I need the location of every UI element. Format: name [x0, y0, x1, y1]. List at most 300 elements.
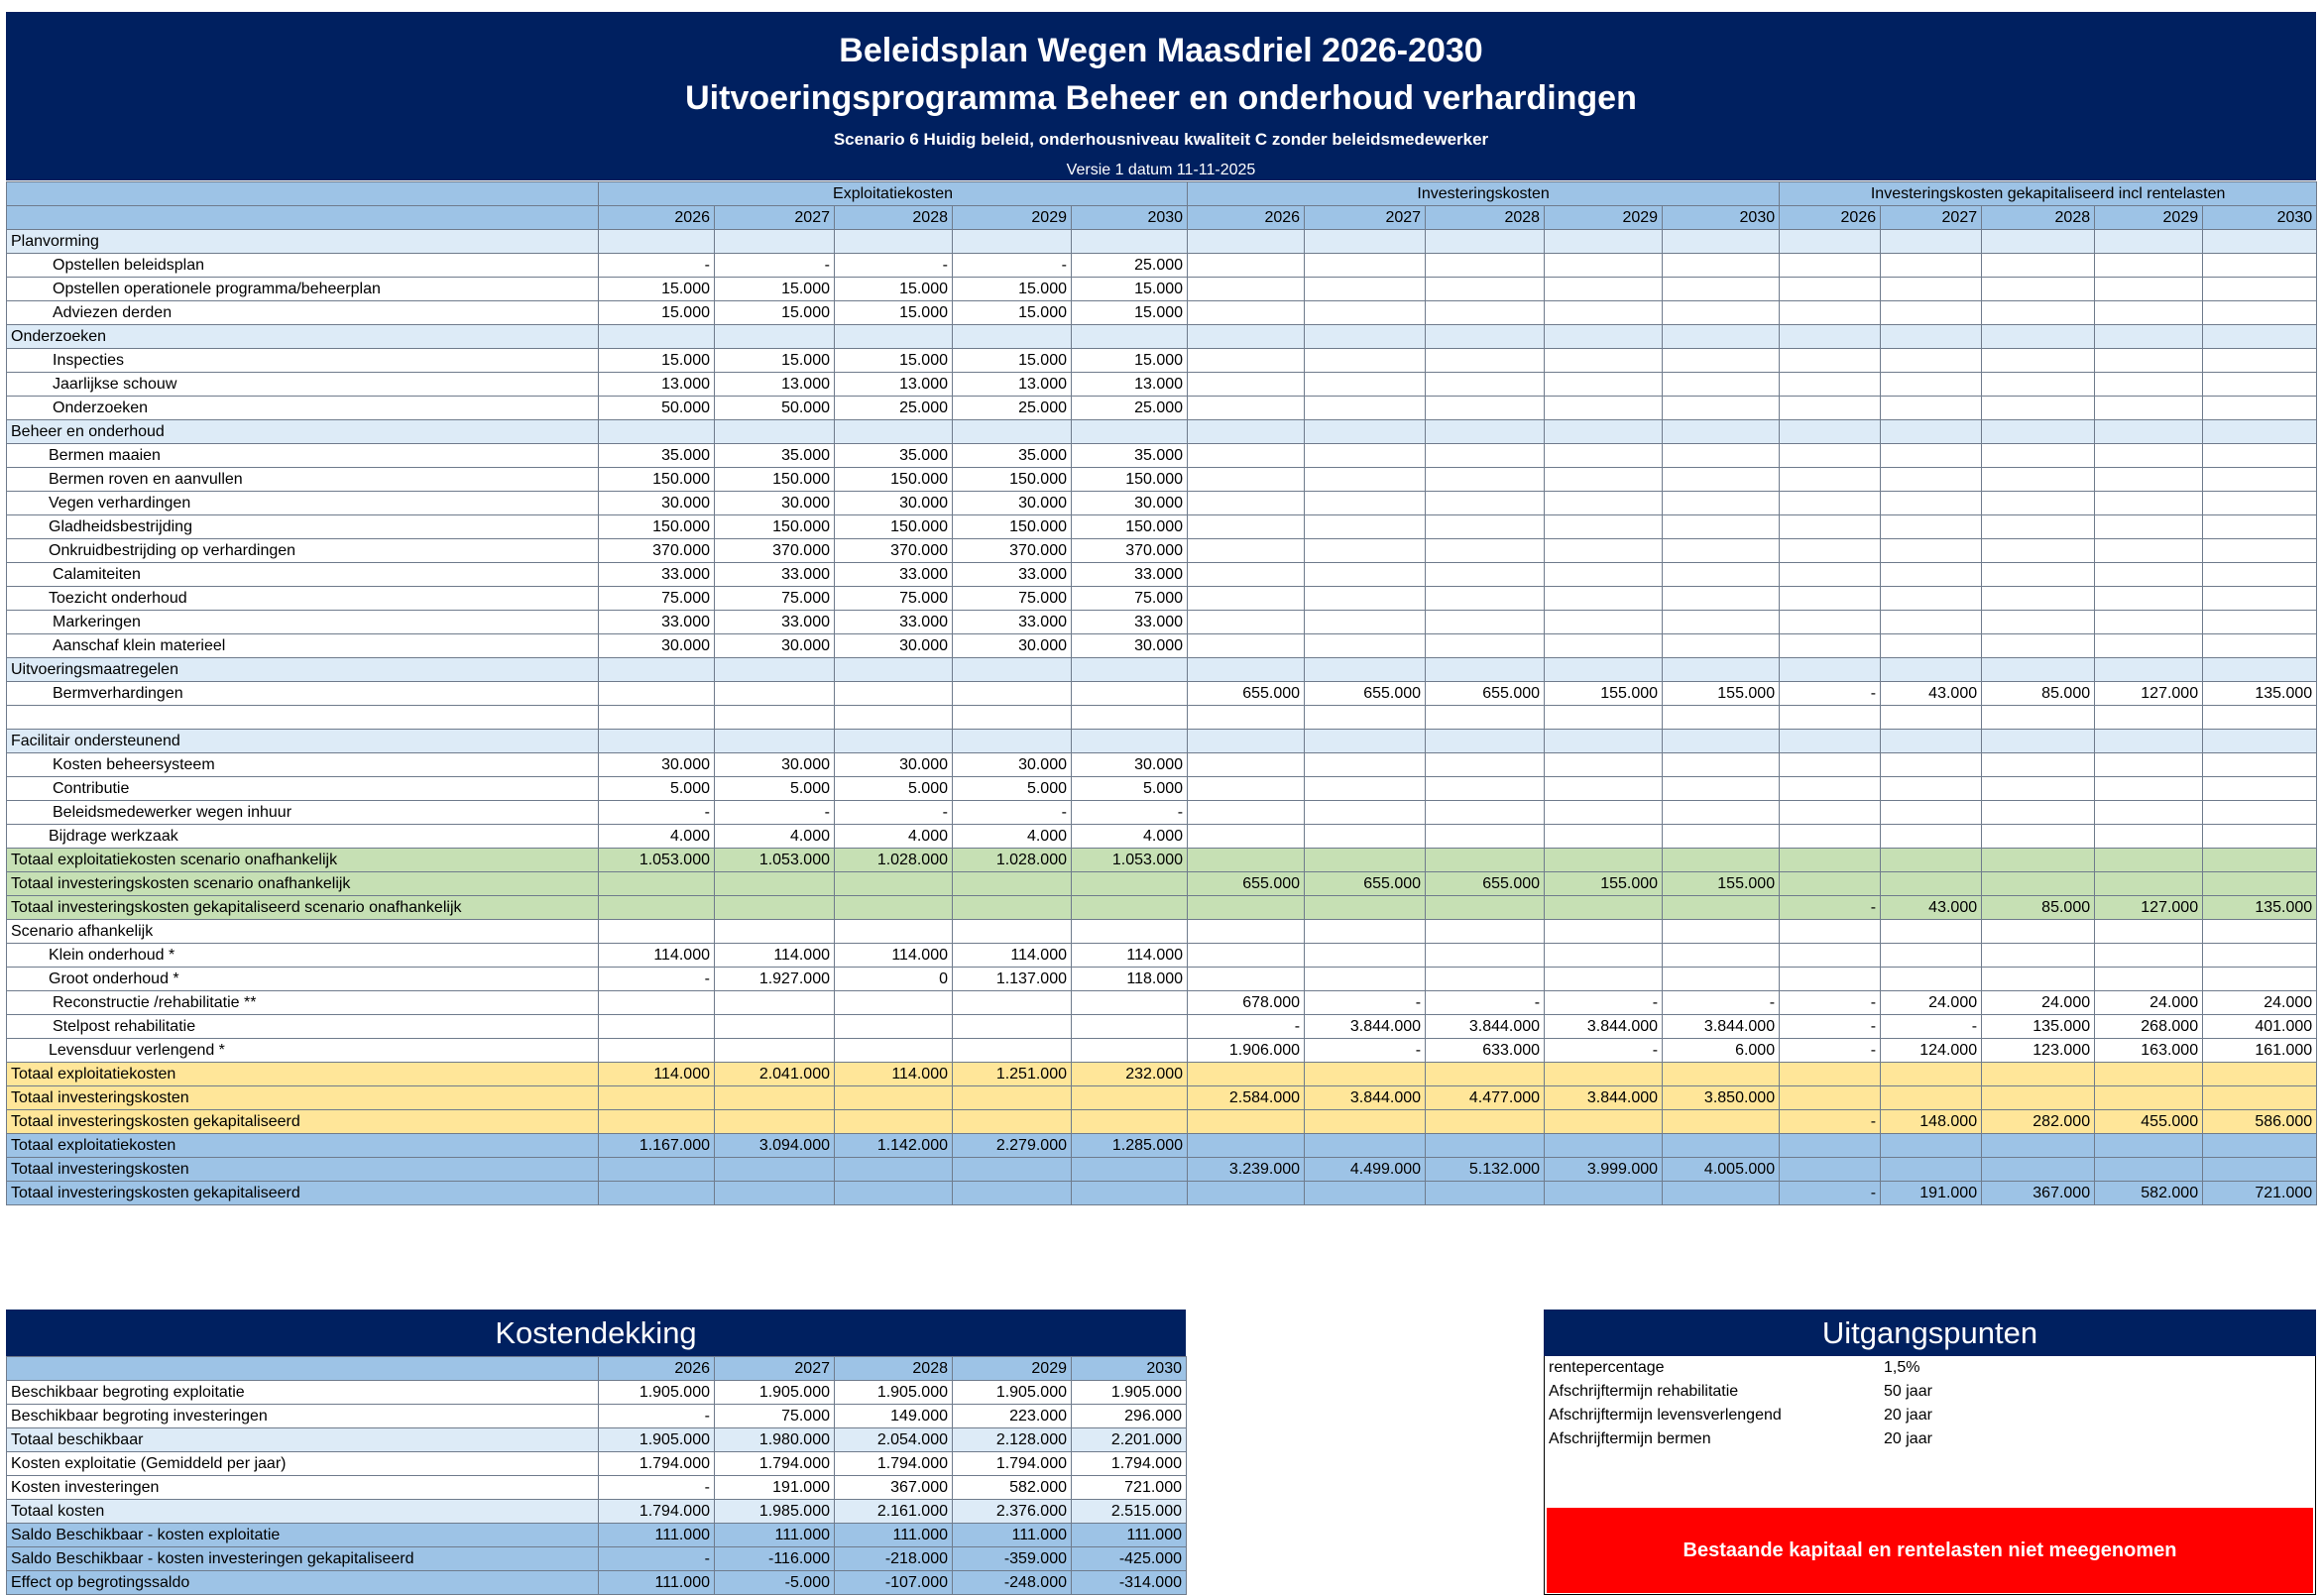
value-cell[interactable]	[835, 230, 953, 254]
value-cell[interactable]	[599, 872, 715, 896]
value-cell[interactable]	[1780, 539, 1881, 563]
value-cell[interactable]	[1072, 1158, 1188, 1182]
value-cell[interactable]: 127.000	[2095, 682, 2203, 706]
value-cell[interactable]	[2095, 468, 2203, 492]
value-cell[interactable]	[2203, 634, 2317, 658]
value-cell[interactable]	[1426, 920, 1545, 944]
value-cell[interactable]	[599, 991, 715, 1015]
value-cell[interactable]	[1305, 492, 1426, 515]
value-cell[interactable]	[2203, 1063, 2317, 1086]
value-cell[interactable]	[1881, 730, 1982, 753]
value-cell[interactable]	[1780, 944, 1881, 968]
value-cell[interactable]: 1.905.000	[953, 1381, 1072, 1405]
value-cell[interactable]	[1982, 397, 2095, 420]
value-cell[interactable]	[1545, 301, 1663, 325]
value-cell[interactable]	[1188, 730, 1305, 753]
value-cell[interactable]: 75.000	[1072, 587, 1188, 611]
value-cell[interactable]	[1188, 349, 1305, 373]
value-cell[interactable]	[1305, 611, 1426, 634]
value-cell[interactable]	[2095, 634, 2203, 658]
value-cell[interactable]	[1663, 563, 1780, 587]
value-cell[interactable]: 150.000	[835, 468, 953, 492]
value-cell[interactable]: 370.000	[953, 539, 1072, 563]
value-cell[interactable]	[2095, 397, 2203, 420]
value-cell[interactable]	[715, 230, 835, 254]
value-cell[interactable]: 30.000	[599, 753, 715, 777]
value-cell[interactable]	[1663, 278, 1780, 301]
value-cell[interactable]: 50.000	[715, 397, 835, 420]
value-cell[interactable]	[1663, 849, 1780, 872]
value-cell[interactable]	[1305, 420, 1426, 444]
value-cell[interactable]	[1188, 397, 1305, 420]
value-cell[interactable]: 655.000	[1305, 872, 1426, 896]
value-cell[interactable]	[1188, 444, 1305, 468]
value-cell[interactable]: 2.279.000	[953, 1134, 1072, 1158]
value-cell[interactable]: 24.000	[2095, 991, 2203, 1015]
value-cell[interactable]	[835, 1182, 953, 1205]
value-cell[interactable]	[1188, 944, 1305, 968]
year-header-cell[interactable]: 2029	[953, 206, 1072, 230]
value-cell[interactable]	[1982, 468, 2095, 492]
year-header-cell[interactable]: 2028	[835, 206, 953, 230]
value-cell[interactable]	[2095, 254, 2203, 278]
value-cell[interactable]: 15.000	[1072, 278, 1188, 301]
value-cell[interactable]	[1188, 563, 1305, 587]
value-cell[interactable]: 655.000	[1188, 872, 1305, 896]
header-blank-cell[interactable]	[7, 206, 599, 230]
value-cell[interactable]	[2203, 468, 2317, 492]
value-cell[interactable]	[1072, 991, 1188, 1015]
value-cell[interactable]	[2203, 301, 2317, 325]
value-cell[interactable]: 3.844.000	[1426, 1015, 1545, 1039]
value-cell[interactable]	[2203, 825, 2317, 849]
value-cell[interactable]	[1663, 325, 1780, 349]
value-cell[interactable]	[2095, 1158, 2203, 1182]
value-cell[interactable]	[1982, 777, 2095, 801]
value-cell[interactable]: 5.000	[1072, 777, 1188, 801]
value-cell[interactable]	[1780, 587, 1881, 611]
row-label-cell[interactable]: Opstellen beleidsplan	[7, 254, 599, 278]
value-cell[interactable]	[1780, 801, 1881, 825]
value-cell[interactable]	[1188, 515, 1305, 539]
value-cell[interactable]	[1188, 1110, 1305, 1134]
value-cell[interactable]: 5.132.000	[1426, 1158, 1545, 1182]
value-cell[interactable]	[1426, 777, 1545, 801]
value-cell[interactable]: 370.000	[835, 539, 953, 563]
value-cell[interactable]: 111.000	[599, 1571, 715, 1595]
value-cell[interactable]: -	[835, 801, 953, 825]
value-cell[interactable]: 30.000	[599, 492, 715, 515]
value-cell[interactable]	[1072, 682, 1188, 706]
value-cell[interactable]	[835, 1110, 953, 1134]
value-cell[interactable]	[1426, 254, 1545, 278]
value-cell[interactable]	[1305, 1063, 1426, 1086]
value-cell[interactable]	[715, 730, 835, 753]
value-cell[interactable]	[1545, 420, 1663, 444]
value-cell[interactable]	[2203, 1086, 2317, 1110]
value-cell[interactable]	[1663, 968, 1780, 991]
value-cell[interactable]: 85.000	[1982, 896, 2095, 920]
value-cell[interactable]	[835, 1039, 953, 1063]
value-cell[interactable]	[953, 730, 1072, 753]
value-cell[interactable]: 5.000	[715, 777, 835, 801]
row-label-cell[interactable]: Onderzoeken	[7, 325, 599, 349]
value-cell[interactable]	[1545, 1063, 1663, 1086]
value-cell[interactable]	[1305, 373, 1426, 397]
value-cell[interactable]	[2203, 968, 2317, 991]
value-cell[interactable]	[599, 658, 715, 682]
row-label-cell[interactable]: Klein onderhoud *	[7, 944, 599, 968]
value-cell[interactable]: 75.000	[715, 1405, 835, 1428]
value-cell[interactable]: 2.161.000	[835, 1500, 953, 1524]
row-label-cell[interactable]: Totaal investeringskosten scenario onafhankelijk	[7, 872, 599, 896]
header-blank-cell[interactable]	[7, 1357, 599, 1381]
row-label-cell[interactable]: Totaal investeringskosten gekapitaliseerd scenario onafhankelijk	[7, 896, 599, 920]
value-cell[interactable]: 582.000	[953, 1476, 1072, 1500]
value-cell[interactable]: 1.906.000	[1188, 1039, 1305, 1063]
value-cell[interactable]	[1881, 420, 1982, 444]
value-cell[interactable]: -	[953, 254, 1072, 278]
value-cell[interactable]: -	[1426, 991, 1545, 1015]
value-cell[interactable]	[715, 920, 835, 944]
value-cell[interactable]	[1663, 753, 1780, 777]
value-cell[interactable]: 127.000	[2095, 896, 2203, 920]
value-cell[interactable]	[1881, 658, 1982, 682]
value-cell[interactable]	[1780, 254, 1881, 278]
value-cell[interactable]	[1072, 1086, 1188, 1110]
value-cell[interactable]: -5.000	[715, 1571, 835, 1595]
value-cell[interactable]	[2095, 777, 2203, 801]
value-cell[interactable]	[1780, 563, 1881, 587]
value-cell[interactable]: -	[1305, 1039, 1426, 1063]
value-cell[interactable]	[953, 658, 1072, 682]
value-cell[interactable]	[1305, 706, 1426, 730]
value-cell[interactable]	[1982, 706, 2095, 730]
value-cell[interactable]: 3.844.000	[1305, 1086, 1426, 1110]
value-cell[interactable]	[1881, 397, 1982, 420]
value-cell[interactable]	[1881, 373, 1982, 397]
value-cell[interactable]: 155.000	[1545, 872, 1663, 896]
value-cell[interactable]	[1663, 1110, 1780, 1134]
value-cell[interactable]: 33.000	[715, 563, 835, 587]
value-cell[interactable]	[1545, 325, 1663, 349]
value-cell[interactable]: -	[599, 1405, 715, 1428]
value-cell[interactable]: 1.053.000	[1072, 849, 1188, 872]
value-cell[interactable]	[1426, 444, 1545, 468]
value-cell[interactable]: 148.000	[1881, 1110, 1982, 1134]
value-cell[interactable]: -	[1780, 1110, 1881, 1134]
value-cell[interactable]	[1545, 515, 1663, 539]
value-cell[interactable]	[953, 1182, 1072, 1205]
value-cell[interactable]: 1.142.000	[835, 1134, 953, 1158]
value-cell[interactable]	[1881, 468, 1982, 492]
value-cell[interactable]: -	[1305, 991, 1426, 1015]
value-cell[interactable]	[1188, 968, 1305, 991]
value-cell[interactable]: 13.000	[1072, 373, 1188, 397]
value-cell[interactable]	[715, 1158, 835, 1182]
value-cell[interactable]	[2095, 753, 2203, 777]
row-label-cell[interactable]: Beschikbaar begroting exploitatie	[7, 1381, 599, 1405]
value-cell[interactable]	[1780, 278, 1881, 301]
value-cell[interactable]	[1881, 325, 1982, 349]
value-cell[interactable]	[1663, 825, 1780, 849]
value-cell[interactable]: 1.285.000	[1072, 1134, 1188, 1158]
value-cell[interactable]: 3.999.000	[1545, 1158, 1663, 1182]
value-cell[interactable]	[1305, 468, 1426, 492]
value-cell[interactable]: 33.000	[835, 563, 953, 587]
value-cell[interactable]	[1426, 468, 1545, 492]
value-cell[interactable]: 150.000	[835, 515, 953, 539]
value-cell[interactable]	[1426, 515, 1545, 539]
row-label-cell[interactable]	[7, 706, 599, 730]
row-label-cell[interactable]: Scenario afhankelijk	[7, 920, 599, 944]
value-cell[interactable]	[599, 1110, 715, 1134]
value-cell[interactable]	[1545, 230, 1663, 254]
value-cell[interactable]	[2203, 254, 2317, 278]
value-cell[interactable]: 655.000	[1426, 872, 1545, 896]
value-cell[interactable]: -107.000	[835, 1571, 953, 1595]
value-cell[interactable]	[1780, 1063, 1881, 1086]
value-cell[interactable]	[1305, 968, 1426, 991]
value-cell[interactable]	[2095, 872, 2203, 896]
value-cell[interactable]: 30.000	[599, 634, 715, 658]
value-cell[interactable]	[2203, 278, 2317, 301]
row-label-cell[interactable]: Toezicht onderhoud	[7, 587, 599, 611]
row-label-cell[interactable]: Aanschaf klein materieel	[7, 634, 599, 658]
value-cell[interactable]	[1663, 349, 1780, 373]
row-label-cell[interactable]: Opstellen operationele programma/beheerplan	[7, 278, 599, 301]
value-cell[interactable]: 232.000	[1072, 1063, 1188, 1086]
value-cell[interactable]	[1305, 1182, 1426, 1205]
value-cell[interactable]	[953, 706, 1072, 730]
value-cell[interactable]	[715, 658, 835, 682]
value-cell[interactable]	[953, 872, 1072, 896]
value-cell[interactable]: 4.000	[953, 825, 1072, 849]
value-cell[interactable]	[1780, 301, 1881, 325]
value-cell[interactable]: 33.000	[599, 611, 715, 634]
row-label-cell[interactable]: Kosten investeringen	[7, 1476, 599, 1500]
value-cell[interactable]: -359.000	[953, 1547, 1072, 1571]
year-header-cell[interactable]: 2028	[1426, 206, 1545, 230]
value-cell[interactable]	[1881, 278, 1982, 301]
value-cell[interactable]	[1881, 587, 1982, 611]
value-cell[interactable]: 150.000	[1072, 468, 1188, 492]
value-cell[interactable]: 4.000	[715, 825, 835, 849]
value-cell[interactable]	[715, 1182, 835, 1205]
value-cell[interactable]: 150.000	[953, 468, 1072, 492]
value-cell[interactable]: 191.000	[715, 1476, 835, 1500]
value-cell[interactable]	[1663, 634, 1780, 658]
value-cell[interactable]	[1426, 397, 1545, 420]
value-cell[interactable]: 111.000	[1072, 1524, 1187, 1547]
value-cell[interactable]	[2203, 515, 2317, 539]
value-cell[interactable]	[1305, 944, 1426, 968]
row-label-cell[interactable]: Levensduur verlengend *	[7, 1039, 599, 1063]
value-cell[interactable]	[1426, 325, 1545, 349]
value-cell[interactable]	[1305, 753, 1426, 777]
value-cell[interactable]: 35.000	[953, 444, 1072, 468]
value-cell[interactable]	[1780, 373, 1881, 397]
value-cell[interactable]	[2203, 230, 2317, 254]
value-cell[interactable]: 370.000	[1072, 539, 1188, 563]
value-cell[interactable]	[1663, 730, 1780, 753]
value-cell[interactable]	[2095, 349, 2203, 373]
year-header-cell[interactable]: 2030	[1663, 206, 1780, 230]
value-cell[interactable]: 1.794.000	[953, 1452, 1072, 1476]
row-label-cell[interactable]: Kosten exploitatie (Gemiddeld per jaar)	[7, 1452, 599, 1476]
row-label-cell[interactable]: Totaal exploitatiekosten scenario onafhankelijk	[7, 849, 599, 872]
value-cell[interactable]: 30.000	[953, 492, 1072, 515]
value-cell[interactable]	[2095, 730, 2203, 753]
row-label-cell[interactable]: Saldo Beschikbaar - kosten exploitatie	[7, 1524, 599, 1547]
row-label-cell[interactable]: Planvorming	[7, 230, 599, 254]
year-header-cell[interactable]: 2027	[715, 206, 835, 230]
row-label-cell[interactable]: Jaarlijkse schouw	[7, 373, 599, 397]
value-cell[interactable]	[1072, 1110, 1188, 1134]
value-cell[interactable]	[1663, 230, 1780, 254]
value-cell[interactable]	[1780, 515, 1881, 539]
value-cell[interactable]	[1426, 373, 1545, 397]
row-label-cell[interactable]: Groot onderhoud *	[7, 968, 599, 991]
value-cell[interactable]	[1982, 325, 2095, 349]
value-cell[interactable]	[1188, 611, 1305, 634]
year-header-cell[interactable]: 2026	[1188, 206, 1305, 230]
value-cell[interactable]	[1982, 420, 2095, 444]
value-cell[interactable]	[1881, 1158, 1982, 1182]
value-cell[interactable]: 163.000	[2095, 1039, 2203, 1063]
value-cell[interactable]: 15.000	[835, 278, 953, 301]
value-cell[interactable]	[1188, 825, 1305, 849]
value-cell[interactable]: 1.980.000	[715, 1428, 835, 1452]
value-cell[interactable]	[1426, 301, 1545, 325]
value-cell[interactable]: 25.000	[1072, 397, 1188, 420]
value-cell[interactable]	[1780, 968, 1881, 991]
group-header-cell[interactable]: Exploitatiekosten	[599, 182, 1188, 206]
value-cell[interactable]	[1545, 801, 1663, 825]
value-cell[interactable]	[1982, 658, 2095, 682]
value-cell[interactable]	[1663, 920, 1780, 944]
value-cell[interactable]	[2095, 920, 2203, 944]
value-cell[interactable]: 1.137.000	[953, 968, 1072, 991]
value-cell[interactable]	[2095, 301, 2203, 325]
value-cell[interactable]: 1.905.000	[1072, 1381, 1187, 1405]
value-cell[interactable]	[1426, 349, 1545, 373]
value-cell[interactable]	[1881, 777, 1982, 801]
value-cell[interactable]: 4.000	[835, 825, 953, 849]
value-cell[interactable]: 33.000	[953, 563, 1072, 587]
value-cell[interactable]	[1426, 706, 1545, 730]
value-cell[interactable]	[1780, 849, 1881, 872]
group-header-cell[interactable]: Investeringskosten gekapitaliseerd incl rentelasten	[1780, 182, 2317, 206]
value-cell[interactable]	[1545, 825, 1663, 849]
value-cell[interactable]	[1072, 706, 1188, 730]
value-cell[interactable]	[1982, 801, 2095, 825]
value-cell[interactable]: 25.000	[953, 397, 1072, 420]
row-label-cell[interactable]: Markeringen	[7, 611, 599, 634]
value-cell[interactable]	[1663, 801, 1780, 825]
value-cell[interactable]	[2095, 968, 2203, 991]
value-cell[interactable]	[1663, 896, 1780, 920]
value-cell[interactable]: 1.053.000	[599, 849, 715, 872]
value-cell[interactable]: 15.000	[1072, 301, 1188, 325]
value-cell[interactable]: 35.000	[835, 444, 953, 468]
value-cell[interactable]: -	[1780, 1182, 1881, 1205]
value-cell[interactable]: -425.000	[1072, 1547, 1187, 1571]
value-cell[interactable]: 1.251.000	[953, 1063, 1072, 1086]
value-cell[interactable]	[1663, 301, 1780, 325]
value-cell[interactable]: 1.028.000	[835, 849, 953, 872]
value-cell[interactable]: 721.000	[1072, 1476, 1187, 1500]
value-cell[interactable]	[1545, 492, 1663, 515]
value-cell[interactable]: 2.128.000	[953, 1428, 1072, 1452]
value-cell[interactable]	[715, 325, 835, 349]
value-cell[interactable]	[835, 1015, 953, 1039]
value-cell[interactable]	[1982, 254, 2095, 278]
row-label-cell[interactable]: Totaal kosten	[7, 1500, 599, 1524]
value-cell[interactable]: 30.000	[953, 753, 1072, 777]
value-cell[interactable]	[1072, 420, 1188, 444]
value-cell[interactable]	[599, 1015, 715, 1039]
value-cell[interactable]	[1780, 611, 1881, 634]
value-cell[interactable]	[1305, 539, 1426, 563]
value-cell[interactable]	[1663, 468, 1780, 492]
value-cell[interactable]: -	[953, 801, 1072, 825]
value-cell[interactable]	[1305, 801, 1426, 825]
value-cell[interactable]	[1780, 468, 1881, 492]
value-cell[interactable]	[1188, 468, 1305, 492]
value-cell[interactable]	[2203, 730, 2317, 753]
value-cell[interactable]	[2095, 849, 2203, 872]
row-label-cell[interactable]: Beschikbaar begroting investeringen	[7, 1405, 599, 1428]
value-cell[interactable]	[1881, 1086, 1982, 1110]
value-cell[interactable]	[1072, 1182, 1188, 1205]
value-cell[interactable]: 3.844.000	[1663, 1015, 1780, 1039]
value-cell[interactable]	[599, 682, 715, 706]
value-cell[interactable]	[1663, 1063, 1780, 1086]
value-cell[interactable]	[953, 1110, 1072, 1134]
value-cell[interactable]	[599, 325, 715, 349]
row-label-cell[interactable]: Beheer en onderhoud	[7, 420, 599, 444]
value-cell[interactable]	[953, 1015, 1072, 1039]
value-cell[interactable]	[1545, 1182, 1663, 1205]
value-cell[interactable]	[953, 920, 1072, 944]
value-cell[interactable]	[2203, 801, 2317, 825]
value-cell[interactable]: 1.167.000	[599, 1134, 715, 1158]
value-cell[interactable]: 75.000	[599, 587, 715, 611]
value-cell[interactable]: 655.000	[1426, 682, 1545, 706]
value-cell[interactable]	[1545, 444, 1663, 468]
value-cell[interactable]	[835, 325, 953, 349]
value-cell[interactable]: 114.000	[953, 944, 1072, 968]
value-cell[interactable]	[715, 706, 835, 730]
value-cell[interactable]: 721.000	[2203, 1182, 2317, 1205]
value-cell[interactable]: 3.850.000	[1663, 1086, 1780, 1110]
value-cell[interactable]: 268.000	[2095, 1015, 2203, 1039]
value-cell[interactable]	[2095, 325, 2203, 349]
value-cell[interactable]	[1188, 230, 1305, 254]
value-cell[interactable]	[1780, 1158, 1881, 1182]
value-cell[interactable]: 30.000	[835, 492, 953, 515]
value-cell[interactable]: 24.000	[2203, 991, 2317, 1015]
value-cell[interactable]: 33.000	[1072, 563, 1188, 587]
value-cell[interactable]	[1982, 849, 2095, 872]
value-cell[interactable]	[599, 896, 715, 920]
value-cell[interactable]	[1545, 706, 1663, 730]
row-label-cell[interactable]: Vegen verhardingen	[7, 492, 599, 515]
value-cell[interactable]: 114.000	[715, 944, 835, 968]
value-cell[interactable]: 150.000	[715, 515, 835, 539]
value-cell[interactable]	[1426, 849, 1545, 872]
